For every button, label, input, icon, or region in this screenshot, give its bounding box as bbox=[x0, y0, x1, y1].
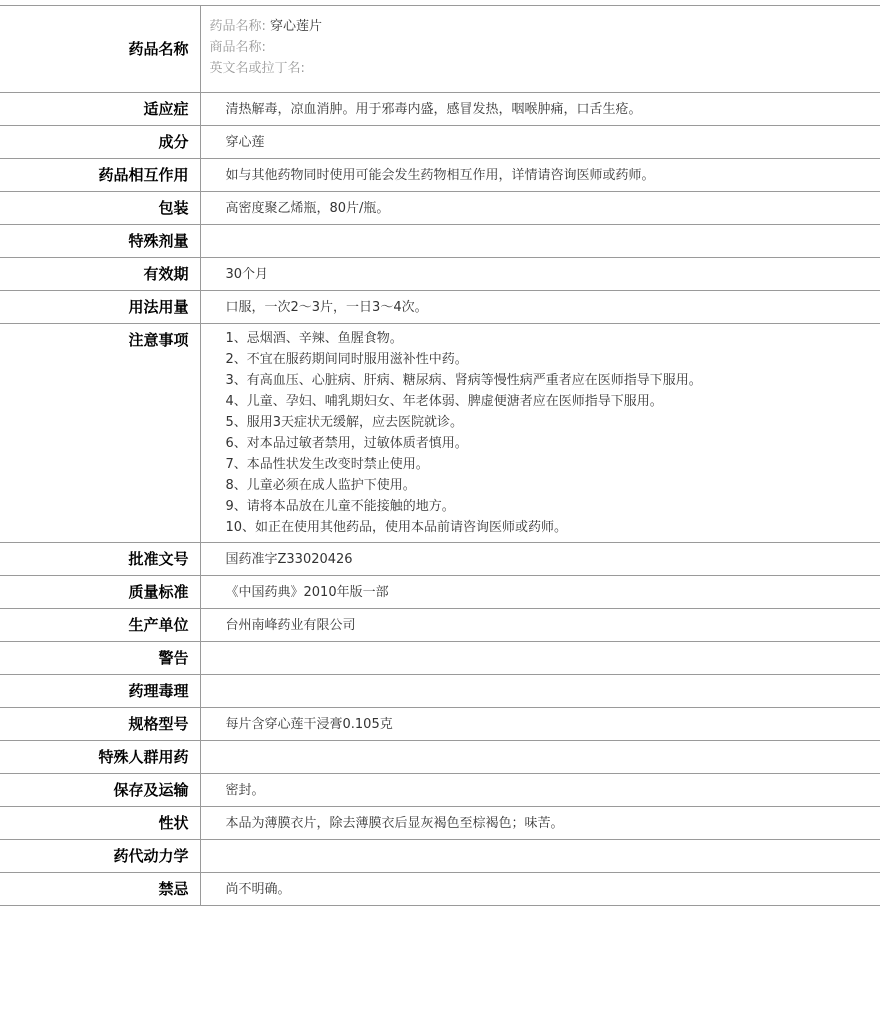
row-label: 药品相互作用 bbox=[0, 159, 200, 192]
english-name-line: 英文名或拉丁名: bbox=[209, 61, 305, 76]
row-label: 禁忌 bbox=[0, 873, 200, 906]
row-label: 性状 bbox=[0, 807, 200, 840]
row-label: 成分 bbox=[0, 126, 200, 159]
generic-name-value: 穿心莲片 bbox=[270, 19, 323, 34]
precaution-item: 7、本品性状发生改变时禁止使用。 bbox=[225, 457, 429, 472]
precaution-item: 9、请将本品放在儿童不能接触的地方。 bbox=[225, 499, 455, 514]
generic-name-line bbox=[210, 16, 873, 37]
pharmacology-row bbox=[0, 675, 880, 708]
drug-name-row bbox=[0, 6, 880, 93]
row-label: 特殊剂量 bbox=[0, 225, 200, 258]
row-value bbox=[200, 225, 880, 258]
contraindications-row bbox=[0, 873, 880, 906]
row-value bbox=[200, 840, 880, 873]
indication-row bbox=[0, 93, 880, 126]
row-value bbox=[200, 642, 880, 675]
precaution-item: 8、儿童必须在成人监护下使用。 bbox=[225, 478, 416, 493]
row-label: 包装 bbox=[0, 192, 200, 225]
storage-row bbox=[0, 774, 880, 807]
precautions-cell bbox=[200, 324, 880, 543]
row-label: 规格型号 bbox=[0, 708, 200, 741]
interactions-row bbox=[0, 159, 880, 192]
dosage-row bbox=[0, 291, 880, 324]
precaution-item: 2、不宜在服药期间同时服用滋补性中药。 bbox=[225, 352, 468, 367]
row-value: 穿心莲 bbox=[200, 126, 880, 159]
precaution-item: 10、如正在使用其他药品，使用本品前请咨询医师或药师。 bbox=[225, 520, 568, 535]
drug-name-label: 药品名称 bbox=[0, 6, 200, 93]
row-label: 用法用量 bbox=[0, 291, 200, 324]
row-label: 批准文号 bbox=[0, 543, 200, 576]
row-label: 保存及运输 bbox=[0, 774, 200, 807]
row-value: 每片含穿心莲干浸膏0.105克 bbox=[200, 708, 880, 741]
row-label: 注意事项 bbox=[0, 324, 200, 543]
row-label: 特殊人群用药 bbox=[0, 741, 200, 774]
row-value bbox=[200, 675, 880, 708]
precaution-item: 3、有高血压、心脏病、肝病、糖尿病、肾病等慢性病严重者应在医师指导下服用。 bbox=[225, 373, 702, 388]
precaution-item: 6、对本品过敏者禁用，过敏体质者慎用。 bbox=[225, 436, 468, 451]
special-dosage-row bbox=[0, 225, 880, 258]
row-value: 30个月 bbox=[200, 258, 880, 291]
row-value: 本品为薄膜衣片，除去薄膜衣后显灰褐色至棕褐色；味苦。 bbox=[200, 807, 880, 840]
row-value: 尚不明确。 bbox=[200, 873, 880, 906]
row-value: 清热解毒，凉血消肿。用于邪毒内盛，感冒发热，咽喉肿痛，口舌生疮。 bbox=[200, 93, 880, 126]
row-value: 台州南峰药业有限公司 bbox=[200, 609, 880, 642]
ingredients-row bbox=[0, 126, 880, 159]
row-label: 药理毒理 bbox=[0, 675, 200, 708]
appearance-row bbox=[0, 807, 880, 840]
drug-spec-table bbox=[0, 5, 880, 906]
manufacturer-row bbox=[0, 609, 880, 642]
row-value: 口服，一次2～3片，一日3～4次。 bbox=[200, 291, 880, 324]
row-label: 生产单位 bbox=[0, 609, 200, 642]
special-population-row bbox=[0, 741, 880, 774]
precautions-list bbox=[226, 328, 873, 538]
row-label: 适应症 bbox=[0, 93, 200, 126]
row-value bbox=[200, 741, 880, 774]
generic-name-key: 药品名称: bbox=[209, 19, 266, 34]
precautions-row bbox=[0, 324, 880, 543]
drug-name-cell bbox=[200, 6, 880, 93]
packaging-row bbox=[0, 192, 880, 225]
trade-name-line: 商品名称: bbox=[209, 40, 266, 55]
pharmacokinetics-row bbox=[0, 840, 880, 873]
row-value: 如与其他药物同时使用可能会发生药物相互作用，详情请咨询医师或药师。 bbox=[200, 159, 880, 192]
row-value: 《中国药典》2010年版一部 bbox=[200, 576, 880, 609]
row-label: 质量标准 bbox=[0, 576, 200, 609]
precaution-item: 4、儿童、孕妇、哺乳期妇女、年老体弱、脾虚便溏者应在医师指导下服用。 bbox=[225, 394, 663, 409]
row-label: 警告 bbox=[0, 642, 200, 675]
row-value: 密封。 bbox=[200, 774, 880, 807]
row-label: 有效期 bbox=[0, 258, 200, 291]
row-label: 药代动力学 bbox=[0, 840, 200, 873]
quality-standard-row bbox=[0, 576, 880, 609]
warning-row bbox=[0, 642, 880, 675]
precaution-item: 5、服用3天症状无缓解，应去医院就诊。 bbox=[225, 415, 464, 430]
row-value: 高密度聚乙烯瓶，80片/瓶。 bbox=[200, 192, 880, 225]
specification-row bbox=[0, 708, 880, 741]
row-value: 国药准字Z33020426 bbox=[200, 543, 880, 576]
precaution-item: 1、忌烟酒、辛辣、鱼腥食物。 bbox=[225, 331, 403, 346]
shelf-life-row bbox=[0, 258, 880, 291]
approval-number-row bbox=[0, 543, 880, 576]
